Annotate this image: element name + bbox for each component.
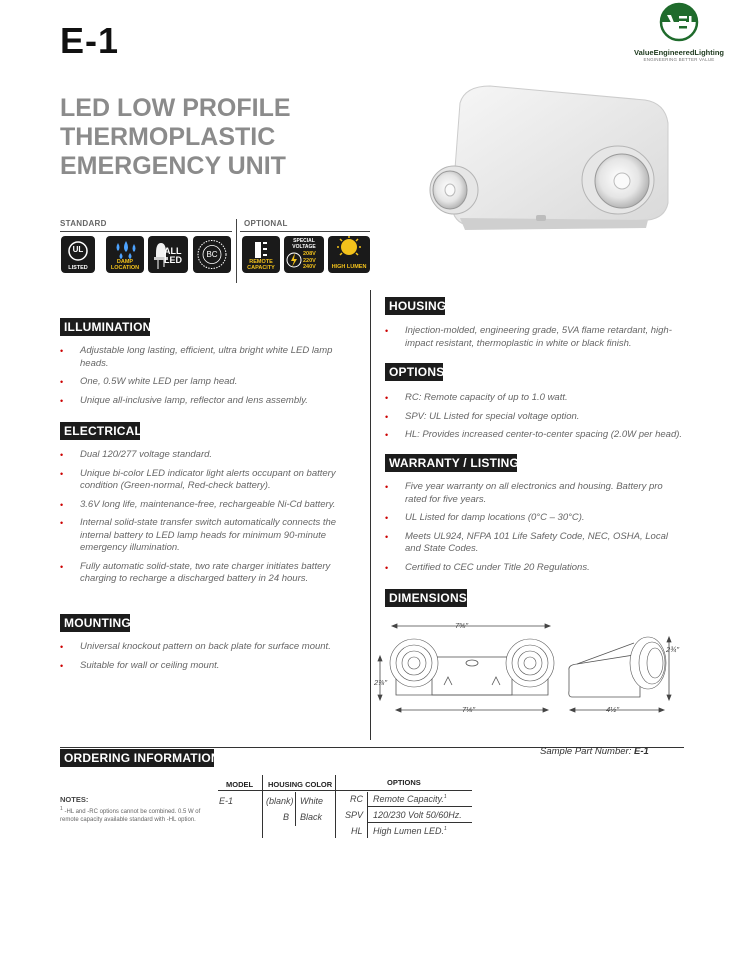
dimension-height-front: 2⅞": [374, 678, 388, 687]
housing-code: (blank): [266, 796, 294, 806]
column-model: MODEL: [226, 780, 254, 789]
standard-label: STANDARD: [60, 219, 107, 228]
california-title-20-icon: [193, 236, 231, 273]
housing-list: [385, 325, 685, 356]
option-desc: Remote Capacity.$^1$: [373, 794, 447, 804]
list-item: • Universal knockout pattern on back plate for surface mount.: [60, 641, 350, 654]
cert-label-all-led: ALL LED: [164, 246, 182, 265]
cert-label-listed: LISTED: [68, 265, 88, 271]
divider: [295, 792, 296, 826]
all-led-icon: [148, 236, 188, 273]
list-item: • Meets UL924, NFPA 101 Life Safety Code, NEC, OSHA, Local and State Codes.: [385, 531, 685, 556]
list-item: • Adjustable long lasting, efficient, ultra bright white LED lamp heads.: [60, 345, 350, 370]
list-item: • One, 0.5W white LED per lamp head.: [60, 376, 350, 389]
voltage-value: 240V: [303, 264, 316, 270]
list-item: • SPV: UL Listed for special voltage option.: [385, 411, 695, 424]
option-code: RC: [350, 794, 363, 804]
cert-label-damp: DAMP LOCATION: [110, 259, 140, 271]
electrical-heading: ELECTRICAL: [60, 422, 140, 440]
sample-part-number: [540, 746, 649, 757]
cert-label-remote: REMOTE CAPACITY: [247, 259, 275, 271]
model-value: E-1: [219, 796, 234, 806]
right-lamp-head: [582, 146, 654, 214]
option-code: SPV: [345, 810, 364, 820]
notes-text: $^1$ -HL and -RC options cannot be combined. 0.5 W of remote capacity available standard with -HL option.: [60, 806, 201, 823]
cert-label-special-voltage: SPECIAL VOLTAGE: [292, 238, 316, 250]
divider: [367, 792, 368, 838]
list-item: • Certified to CEC under Title 20 Regulations.: [385, 562, 685, 575]
housing-name: Black: [300, 812, 323, 822]
sample-part-label: Sample Part Number:: [540, 746, 632, 757]
divider: [368, 806, 472, 807]
brand-name: ValueEngineeredLighting: [633, 48, 724, 57]
list-item: • Fully automatic solid-state, two rate charger initiates battery charging to recharge a discharged battery in 24 hours.: [60, 561, 360, 586]
ul-mark: UL: [72, 245, 84, 254]
divider: [218, 790, 472, 791]
list-item: • RC: Remote capacity of up to 1.0 watt.: [385, 392, 695, 405]
illumination-list: [60, 345, 350, 413]
divider: [368, 822, 472, 823]
title-line: LED LOW PROFILE: [60, 94, 291, 122]
optional-label: OPTIONAL: [244, 219, 288, 228]
page-title: [60, 94, 360, 181]
options-heading: OPTIONS: [385, 363, 443, 381]
list-item: • Five year warranty on all electronics and housing. Battery pro rated for five years.: [385, 481, 685, 506]
list-item: • Unique all-inclusive lamp, reflector and lens assembly.: [60, 395, 350, 408]
divider: [236, 219, 237, 283]
dimensions-heading: DIMENSIONS: [385, 589, 467, 607]
damp-location-icon: [106, 236, 144, 273]
title-line: THERMOPLASTIC: [60, 123, 276, 151]
brand-tagline: ENGINEERING BETTER VALUE: [643, 57, 715, 62]
notes: [60, 795, 220, 824]
warranty-list: [385, 481, 685, 580]
remote-capacity-icon: [242, 236, 280, 273]
option-desc: High Lumen LED.$^1$: [373, 826, 447, 836]
column-divider: [370, 290, 371, 740]
cert-label-high-lumen: HIGH LUMEN: [331, 264, 367, 270]
dimension-drawing: [372, 615, 692, 720]
high-lumen-icon: [328, 236, 370, 273]
product-photo: [420, 78, 690, 278]
title-line: EMERGENCY UNIT: [60, 152, 286, 180]
list-item: • Unique bi-color LED indicator light alerts occupant on battery condition (Green-normal, Red-check battery).: [60, 468, 360, 493]
ul-listed-icon: [61, 236, 95, 273]
special-voltage-icon: [284, 236, 324, 273]
list-item: • Suitable for wall or ceiling mount.: [60, 660, 350, 673]
electrical-list: [60, 449, 360, 592]
warranty-heading: WARRANTY / LISTING: [385, 454, 517, 472]
divider: [335, 775, 336, 838]
model-code: E-1: [60, 20, 120, 61]
list-item: • Dual 120/277 voltage standard.: [60, 449, 360, 462]
option-desc: 120/230 Volt 50/60Hz.: [373, 810, 462, 820]
housing-name: White: [300, 796, 324, 806]
voltage-value: 208V: [303, 251, 316, 257]
dimension-width-top: 7⅝": [455, 621, 469, 630]
dimension-height-side: 2¾": [666, 645, 680, 654]
list-item: • Internal solid-state transfer switch automatically connects the internal battery to LED lamp heads for minimum 90-minute emergency illumination.: [60, 517, 360, 555]
list-item: • HL: Provides increased center-to-center spacing (2.0W per head).: [385, 429, 695, 442]
notes-heading: NOTES:: [60, 795, 89, 804]
housing-code: B: [283, 812, 290, 822]
column-housing: HOUSING COLOR: [268, 780, 333, 789]
sample-part-value: E-1: [633, 746, 649, 757]
brand-logo-icon: [653, 2, 705, 42]
list-item: • 3.6V long life, maintenance-free, rechargeable Ni-Cd battery.: [60, 499, 360, 512]
brand-logo: [628, 2, 730, 62]
list-item: • UL Listed for damp locations (0°C – 30°C).: [385, 512, 685, 525]
housing-heading: HOUSING: [385, 297, 445, 315]
left-lamp-head: [430, 166, 478, 214]
options-list: [385, 392, 695, 448]
column-options: OPTIONS: [387, 778, 421, 787]
divider: [60, 231, 232, 232]
cert-label-bc: BC: [206, 250, 218, 259]
ordering-heading: ORDERING INFORMATION: [60, 749, 214, 767]
mounting-list: [60, 641, 350, 678]
mounting-heading: MOUNTING: [60, 614, 130, 632]
dimension-width-bottom: 7⅛": [462, 705, 476, 714]
divider: [240, 231, 370, 232]
dimension-depth-side: 4½": [606, 705, 620, 714]
voltage-value: 220V: [303, 257, 316, 264]
option-code: HL: [351, 826, 363, 836]
list-item: • Injection-molded, engineering grade, 5VA flame retardant, high-impact resistant, thermoplastic in white or black finish.: [385, 325, 685, 350]
illumination-heading: ILLUMINATION: [60, 318, 150, 336]
divider: [262, 775, 263, 838]
